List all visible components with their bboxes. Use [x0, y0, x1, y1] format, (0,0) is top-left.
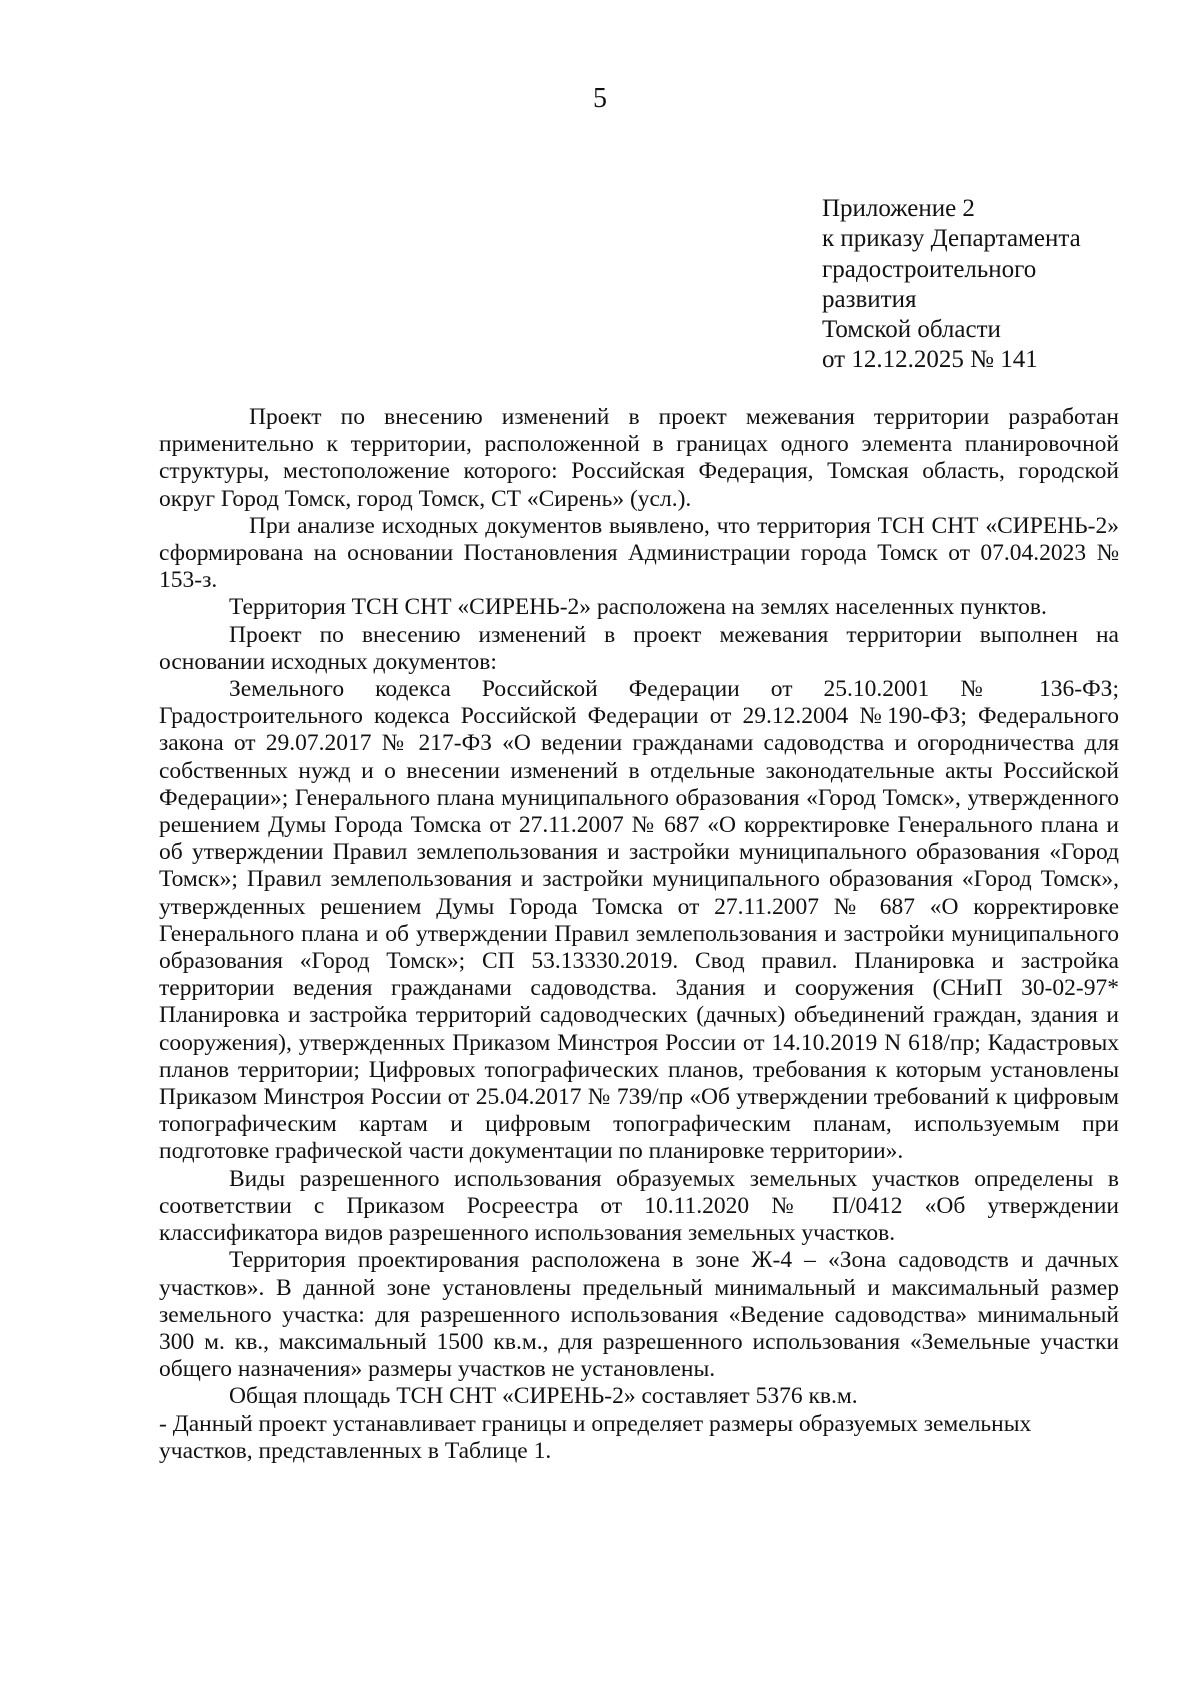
- appendix-line: развития: [822, 285, 917, 313]
- paragraph-basis-intro: Проект по внесению изменений в проект межевания территории выполнен на основании исходных документов:: [159, 621, 1119, 675]
- paragraph-source-analysis: При анализе исходных документов выявлено, что территория ТСН СНТ «СИРЕНЬ-2» сформирована на основании Постановления Администрации города Томск от 07.04.2023 № 153-з.: [159, 512, 1119, 594]
- paragraph-zone-limits: Территория проектирования расположена в зоне Ж-4 – «Зона садоводств и дачных участков». В данной зоне установлены предельный минимальный и максимальный размер земельного участка: для разрешенного использования «Ведение садоводства» минимальный 300 м. кв., максимальный 1500 кв.м., для разрешенного использования «Земельные участки общего назначения» размеры участков не установлены.: [159, 1247, 1119, 1383]
- paragraph-total-area: Общая площадь ТСН СНТ «СИРЕНЬ-2» составляет 5376 кв.м.: [229, 1383, 858, 1410]
- paragraph-land-category: Территория ТСН СНТ «СИРЕНЬ-2» расположена на землях населенных пунктов.: [229, 594, 1047, 621]
- paragraph-project-scope: Проект по внесению изменений в проект межевания территории разработан применительно к территории, расположенной в границах одного элемента планировочной структуры, местоположение которого: Российская Федерация, Томская область, городской округ Город Томск, город Томск, СТ «Сирень» (усл.).: [159, 404, 1119, 512]
- appendix-line: Томской области: [822, 316, 1001, 344]
- appendix-line: Приложение 2: [822, 195, 975, 222]
- paragraph-permitted-use: Виды разрешенного использования образуемых земельных участков определены в соответствии с Приказом Росреестра от 10.11.2020 № П/0412 «Об утверждении классификатора видов разрешенного использования земельных участков.: [159, 1165, 1119, 1247]
- appendix-line: градостроительного: [822, 255, 1037, 283]
- appendix-header: [822, 194, 1182, 376]
- page-number: 5: [593, 83, 607, 114]
- paragraph-project-statement: - Данный проект устанавливает границы и определяет размеры образуемых земельных участков, представленных в Таблице 1.: [159, 1410, 1032, 1464]
- appendix-line: к приказу Департамента: [822, 225, 1081, 253]
- document-body: [159, 404, 1119, 1465]
- appendix-line: от 12.12.2025 № 141: [822, 346, 1038, 374]
- paragraph-legal-basis: Земельного кодекса Российской Федерации от 25.10.2001 № 136-ФЗ; Градостроительного кодекса Российской Федерации от 29.12.2004 №190-ФЗ; Федерального закона от 29.07.2017 № 217-ФЗ «О ведении гражданами садоводства и огородничества для собственных нужд и о внесении изменений в отдельные законодательные акты Российской Федерации»; Генерального плана муниципального образования «Город Томск», утвержденного решением Думы Города Томска от 27.11.2007 № 687 «О корректировке Генерального плана и об утверждении Правил землепользования и застройки муниципального образования «Город Томск»; Правил землепользования и застройки муниципального образования «Город Томск», утвержденных решением Думы Города Томска от 27.11.2007 № 687 «О корректировке Генерального плана и об утверждении Правил землепользования и застройки муниципального образования «Город Томск»; СП 53.13330.2019. Свод правил. Планировка и застройка территории ведения гражданами садоводства. Здания и сооружения (СНиП 30-02-97* Планировка и застройка территорий садоводческих (дачных) объединений граждан, здания и сооружения), утвержденных Приказом Минстроя России от 14.10.2019 N 618/пр; Кадастровых планов территории; Цифровых топографических планов, требования к которым установлены Приказом Минстроя России от 25.04.2017 № 739/пр «Об утверждении требований к цифровым топографическим картам и цифровым топографическим планам, используемым при подготовке графической части документации по планировке территории».: [159, 676, 1119, 1165]
